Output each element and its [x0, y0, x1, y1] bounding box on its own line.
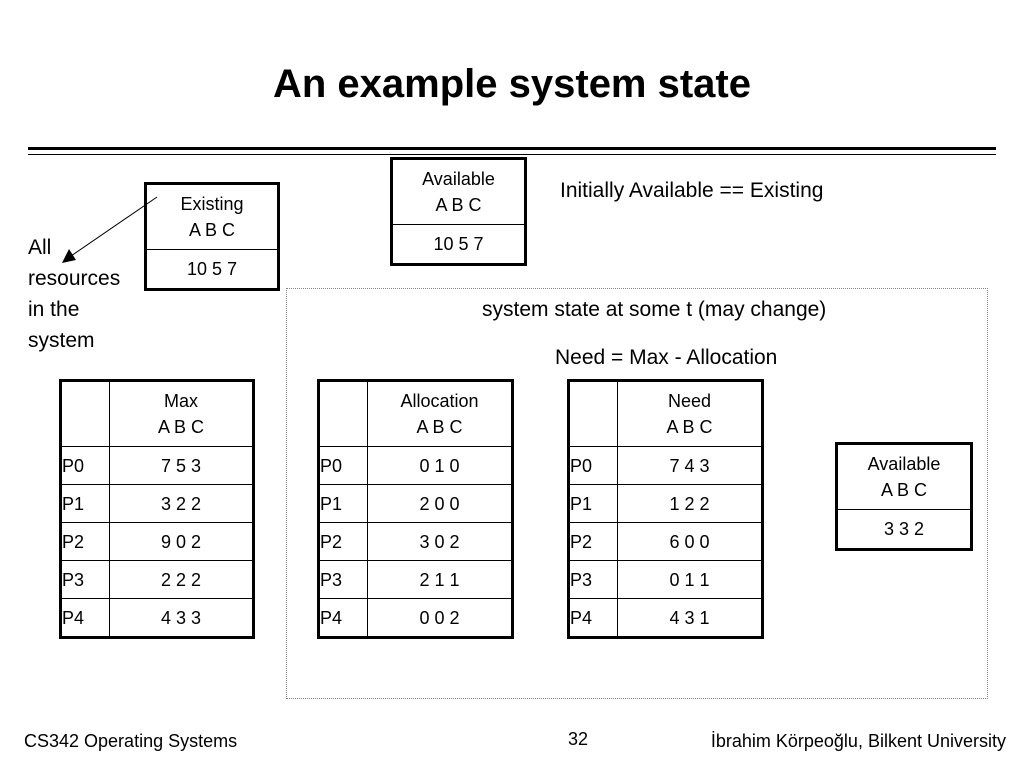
max-proc: P4 — [61, 599, 110, 638]
table-row — [319, 523, 513, 561]
need-vals: 6 0 0 — [618, 523, 763, 561]
table-row — [61, 561, 254, 599]
allocation-vals: 2 0 0 — [368, 485, 513, 523]
all-resources-line-1: All — [28, 236, 52, 259]
need-proc: P0 — [569, 447, 618, 485]
max-cols: A B C — [157, 417, 205, 437]
available-top-title: Available — [422, 169, 495, 189]
table-row — [569, 523, 763, 561]
available-top-table — [390, 157, 527, 266]
table-row — [319, 485, 513, 523]
allocation-cols: A B C — [416, 417, 463, 437]
table-row — [61, 599, 254, 638]
table-row — [569, 485, 763, 523]
max-header-blank — [61, 381, 110, 447]
existing-title: Existing — [180, 194, 244, 214]
allocation-proc: P0 — [319, 447, 368, 485]
max-vals: 2 2 2 — [110, 561, 254, 599]
available-top-cols: A B C — [435, 195, 482, 215]
state-caption: system state at some t (may change) — [482, 298, 827, 321]
table-row — [569, 599, 763, 638]
allocation-vals: 0 0 2 — [368, 599, 513, 638]
need-proc: P4 — [569, 599, 618, 638]
available-right-header — [837, 444, 972, 510]
need-vals: 4 3 1 — [618, 599, 763, 638]
available-right-title: Available — [867, 454, 941, 474]
allocation-title: Allocation — [400, 391, 479, 411]
page-number: 32 — [568, 729, 589, 749]
available-right-values: 3 3 2 — [837, 510, 972, 550]
allocation-vals: 0 1 0 — [368, 447, 513, 485]
need-vals: 1 2 2 — [618, 485, 763, 523]
allocation-proc: P1 — [319, 485, 368, 523]
need-proc: P1 — [569, 485, 618, 523]
table-row — [319, 561, 513, 599]
slide-title: An example system state — [272, 62, 751, 106]
allocation-proc: P2 — [319, 523, 368, 561]
table-row — [61, 447, 254, 485]
need-title: Need — [667, 391, 712, 411]
initially-note: Initially Available == Existing — [560, 179, 824, 202]
max-vals: 4 3 3 — [110, 599, 254, 638]
max-header — [110, 381, 254, 447]
allocation-proc: P3 — [319, 561, 368, 599]
all-resources-line-3: in the — [28, 298, 80, 321]
table-row — [319, 599, 513, 638]
table-row — [61, 523, 254, 561]
need-formula: Need = Max - Allocation — [555, 346, 778, 369]
max-vals: 7 5 3 — [110, 447, 254, 485]
allocation-header-blank — [319, 381, 368, 447]
max-vals: 9 0 2 — [110, 523, 254, 561]
existing-header — [146, 184, 279, 250]
available-top-values: 10 5 7 — [392, 225, 526, 265]
allocation-table — [317, 379, 514, 639]
available-right-cols: A B C — [880, 480, 928, 500]
allocation-vals: 3 0 2 — [368, 523, 513, 561]
max-table — [59, 379, 255, 639]
max-vals: 3 2 2 — [110, 485, 254, 523]
need-header-blank — [569, 381, 618, 447]
need-proc: P2 — [569, 523, 618, 561]
table-row — [569, 561, 763, 599]
available-right-table — [835, 442, 973, 551]
need-header — [618, 381, 763, 447]
max-title: Max — [163, 391, 198, 411]
existing-values: 10 5 7 — [146, 250, 279, 290]
table-row — [319, 447, 513, 485]
need-cols: A B C — [666, 417, 713, 437]
need-vals: 0 1 1 — [618, 561, 763, 599]
max-proc: P0 — [61, 447, 110, 485]
max-proc: P2 — [61, 523, 110, 561]
allocation-proc: P4 — [319, 599, 368, 638]
table-row — [61, 485, 254, 523]
need-vals: 7 4 3 — [618, 447, 763, 485]
existing-cols: A B C — [188, 220, 236, 240]
need-proc: P3 — [569, 561, 618, 599]
title-divider-thick — [28, 147, 996, 150]
allocation-vals: 2 1 1 — [368, 561, 513, 599]
all-resources-note — [28, 232, 120, 356]
all-resources-line-4: system — [28, 329, 95, 352]
need-table — [567, 379, 764, 639]
footer-course: CS342 Operating Systems — [24, 731, 238, 751]
max-proc: P1 — [61, 485, 110, 523]
table-row — [569, 447, 763, 485]
title-divider-thin — [28, 154, 996, 155]
footer-author: İbrahim Körpeoğlu, Bilkent University — [710, 731, 1006, 751]
allocation-header — [368, 381, 513, 447]
all-resources-line-2: resources — [28, 267, 121, 290]
available-top-header — [392, 159, 526, 225]
max-proc: P3 — [61, 561, 110, 599]
